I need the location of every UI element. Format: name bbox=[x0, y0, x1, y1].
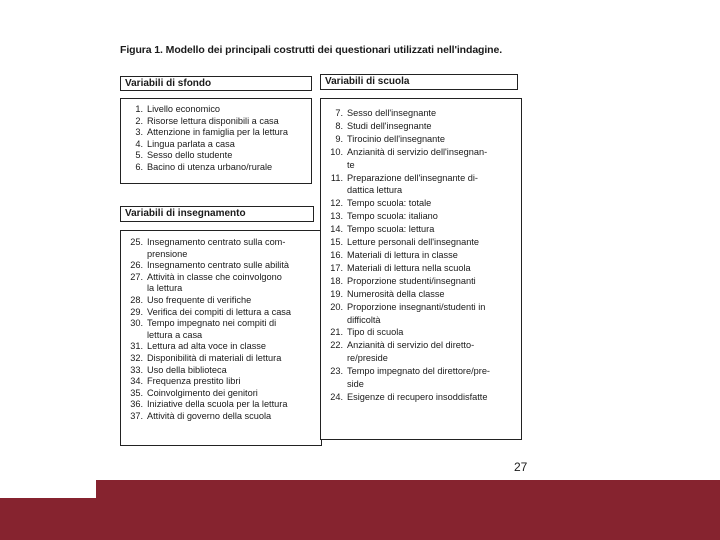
list-item-continuation bbox=[321, 159, 517, 172]
item-text: Attività di governo della scuola bbox=[147, 410, 272, 421]
item-text: Frequenza prestito libri bbox=[147, 376, 241, 387]
item-number: 20. bbox=[330, 301, 343, 312]
scuola-list bbox=[321, 99, 521, 404]
item-number: 25. bbox=[130, 237, 143, 247]
item-text: Lettura ad alta voce in classe bbox=[147, 341, 266, 352]
list-item bbox=[121, 162, 307, 174]
item-number: 8. bbox=[335, 120, 343, 131]
item-text: Letture personali dell'insegnante bbox=[347, 237, 480, 248]
sfondo-list bbox=[121, 99, 311, 174]
list-item bbox=[321, 326, 517, 339]
item-number: 21. bbox=[330, 327, 343, 338]
scuola-header: Variabili di scuola bbox=[325, 76, 410, 87]
item-number: 18. bbox=[330, 275, 343, 286]
item-number: 19. bbox=[330, 288, 343, 299]
item-text: Coinvolgimento dei genitori bbox=[147, 387, 258, 398]
item-text: Insegnamento centrato sulla com- bbox=[147, 237, 286, 247]
item-number: 23. bbox=[330, 366, 343, 377]
list-item bbox=[121, 116, 307, 128]
item-text: Iniziative della scuola per la lettura bbox=[147, 399, 288, 410]
item-text-continued: difficoltà bbox=[347, 314, 381, 325]
item-number: 1. bbox=[135, 104, 143, 114]
item-number: 13. bbox=[330, 211, 343, 222]
list-item bbox=[121, 399, 317, 411]
insegnamento-header: Variabili di insegnamento bbox=[125, 208, 246, 219]
item-number-spacer bbox=[121, 330, 147, 342]
item-number: 27. bbox=[130, 271, 143, 282]
scuola-header-box bbox=[320, 74, 518, 90]
item-number-spacer bbox=[321, 314, 347, 327]
item-number-spacer bbox=[121, 283, 147, 295]
item-text: Proporzione insegnanti/studenti in bbox=[347, 301, 486, 312]
list-item bbox=[121, 341, 317, 353]
scuola-list-box bbox=[320, 98, 522, 440]
item-text: Sesso dello studente bbox=[147, 150, 233, 161]
item-text: Numerosità della classe bbox=[347, 288, 445, 299]
item-number: 30. bbox=[130, 318, 143, 329]
item-number: 37. bbox=[130, 410, 143, 421]
item-number-spacer bbox=[121, 249, 147, 261]
item-number: 24. bbox=[330, 391, 343, 402]
item-number: 2. bbox=[135, 115, 143, 126]
item-text: Uso frequente di verifiche bbox=[147, 294, 252, 305]
list-item-continuation bbox=[321, 184, 517, 197]
list-item-continuation bbox=[121, 249, 317, 261]
list-item bbox=[321, 301, 517, 314]
list-item bbox=[321, 288, 517, 301]
item-text-continued: side bbox=[347, 379, 364, 390]
item-number: 36. bbox=[130, 399, 143, 410]
list-item bbox=[121, 237, 317, 249]
list-item-continuation bbox=[121, 330, 317, 342]
item-text: Attività in classe che coinvolgono bbox=[147, 271, 282, 282]
list-item bbox=[321, 210, 517, 223]
item-number: 16. bbox=[330, 249, 343, 260]
footer-band bbox=[96, 480, 720, 540]
item-number: 7. bbox=[335, 108, 343, 118]
list-item bbox=[321, 249, 517, 262]
item-number: 32. bbox=[130, 352, 143, 363]
item-number-spacer bbox=[321, 159, 347, 172]
item-number-spacer bbox=[321, 378, 347, 391]
list-item-continuation bbox=[321, 314, 517, 327]
item-text: Tempo impegnato del direttore/pre- bbox=[347, 366, 490, 377]
item-text-continued: lettura a casa bbox=[147, 329, 203, 340]
list-item bbox=[121, 376, 317, 388]
list-item bbox=[121, 295, 317, 307]
item-text: Tempo scuola: totale bbox=[347, 198, 432, 209]
list-item bbox=[121, 272, 317, 284]
item-number: 5. bbox=[135, 150, 143, 161]
item-text: Risorse lettura disponibili a casa bbox=[147, 115, 279, 126]
list-item bbox=[321, 120, 517, 133]
item-text: Proporzione studenti/insegnanti bbox=[347, 275, 476, 286]
item-text: Sesso dell'insegnante bbox=[347, 108, 437, 118]
list-item bbox=[121, 127, 307, 139]
list-item-continuation bbox=[321, 378, 517, 391]
item-number: 12. bbox=[330, 198, 343, 209]
item-number: 29. bbox=[130, 306, 143, 317]
figure-title: Figura 1. Modello dei principali costrutti dei questionari utilizzati nell'indagine. bbox=[120, 44, 503, 56]
list-item bbox=[121, 150, 307, 162]
list-item bbox=[121, 388, 317, 400]
list-item bbox=[121, 260, 317, 272]
list-item bbox=[321, 223, 517, 236]
item-number: 34. bbox=[130, 376, 143, 387]
item-text: Tempo scuola: italiano bbox=[347, 211, 438, 222]
list-item bbox=[121, 411, 317, 423]
item-text: Preparazione dell'insegnante di- bbox=[347, 172, 478, 183]
sfondo-list-box bbox=[120, 98, 312, 184]
page-number: 27 bbox=[514, 460, 528, 474]
list-item bbox=[321, 146, 517, 159]
item-number: 31. bbox=[130, 341, 143, 352]
item-text: Attenzione in famiglia per la lettura bbox=[147, 127, 288, 138]
item-text-continued: dattica lettura bbox=[347, 185, 403, 196]
list-item bbox=[121, 139, 307, 151]
item-number: 35. bbox=[130, 387, 143, 398]
insegnamento-list-box bbox=[120, 230, 322, 446]
item-text: Tipo di scuola bbox=[347, 327, 404, 338]
item-number: 15. bbox=[330, 237, 343, 248]
item-text: Insegnamento centrato sulle abilità bbox=[147, 260, 289, 271]
item-text: Materiali di lettura in classe bbox=[347, 249, 458, 260]
list-item bbox=[321, 236, 517, 249]
list-item bbox=[321, 275, 517, 288]
insegnamento-list bbox=[121, 231, 321, 423]
sfondo-header: Variabili di sfondo bbox=[125, 78, 212, 89]
item-number: 22. bbox=[330, 340, 343, 351]
list-item bbox=[121, 307, 317, 319]
item-text: Tirocinio dell'insegnante bbox=[347, 133, 445, 144]
footer-band-left bbox=[0, 498, 96, 540]
item-text: Tempo impegnato nei compiti di bbox=[147, 318, 277, 329]
item-text: Materiali di lettura nella scuola bbox=[347, 262, 471, 273]
item-text: Bacino di utenza urbano/rurale bbox=[147, 161, 273, 172]
item-text-continued: re/preside bbox=[347, 353, 388, 364]
item-text: Esigenze di recupero insoddisfatte bbox=[347, 391, 488, 402]
item-number: 28. bbox=[130, 294, 143, 305]
item-number: 26. bbox=[130, 260, 143, 271]
item-text: Anzianità di servizio del diretto- bbox=[347, 340, 475, 351]
list-item bbox=[121, 318, 317, 330]
item-text-continued: te bbox=[347, 159, 355, 170]
item-text: Lingua parlata a casa bbox=[147, 138, 235, 149]
item-text: Uso della biblioteca bbox=[147, 364, 227, 375]
item-number: 11. bbox=[330, 172, 343, 183]
list-item bbox=[321, 133, 517, 146]
item-number: 4. bbox=[135, 138, 143, 149]
sfondo-header-box bbox=[120, 76, 312, 91]
list-item bbox=[321, 339, 517, 352]
item-number: 9. bbox=[335, 133, 343, 144]
item-number: 6. bbox=[135, 161, 143, 172]
list-item bbox=[321, 172, 517, 185]
item-number-spacer bbox=[321, 352, 347, 365]
item-text-continued: la lettura bbox=[147, 283, 183, 294]
item-number: 10. bbox=[330, 146, 343, 157]
list-item bbox=[321, 107, 517, 120]
list-item bbox=[121, 104, 307, 116]
list-item-continuation bbox=[121, 283, 317, 295]
item-text: Anzianità di servizio dell'insegnan- bbox=[347, 146, 488, 157]
list-item bbox=[321, 262, 517, 275]
item-text: Studi dell'insegnante bbox=[347, 120, 432, 131]
item-number: 14. bbox=[330, 224, 343, 235]
scanned-figure bbox=[112, 38, 532, 450]
item-text: Tempo scuola: lettura bbox=[347, 224, 435, 235]
list-item bbox=[321, 365, 517, 378]
item-number: 33. bbox=[130, 364, 143, 375]
item-text: Livello economico bbox=[147, 104, 221, 114]
list-item bbox=[121, 353, 317, 365]
item-text: Disponibilità di materiali di lettura bbox=[147, 352, 282, 363]
item-text: Verifica dei compiti di lettura a casa bbox=[147, 306, 292, 317]
list-item bbox=[121, 365, 317, 377]
insegnamento-header-box bbox=[120, 206, 314, 222]
list-item-continuation bbox=[321, 352, 517, 365]
item-text-continued: prensione bbox=[147, 248, 188, 259]
item-number: 17. bbox=[330, 262, 343, 273]
list-item bbox=[321, 197, 517, 210]
list-item bbox=[321, 391, 517, 404]
item-number-spacer bbox=[321, 184, 347, 197]
item-number: 3. bbox=[135, 127, 143, 138]
